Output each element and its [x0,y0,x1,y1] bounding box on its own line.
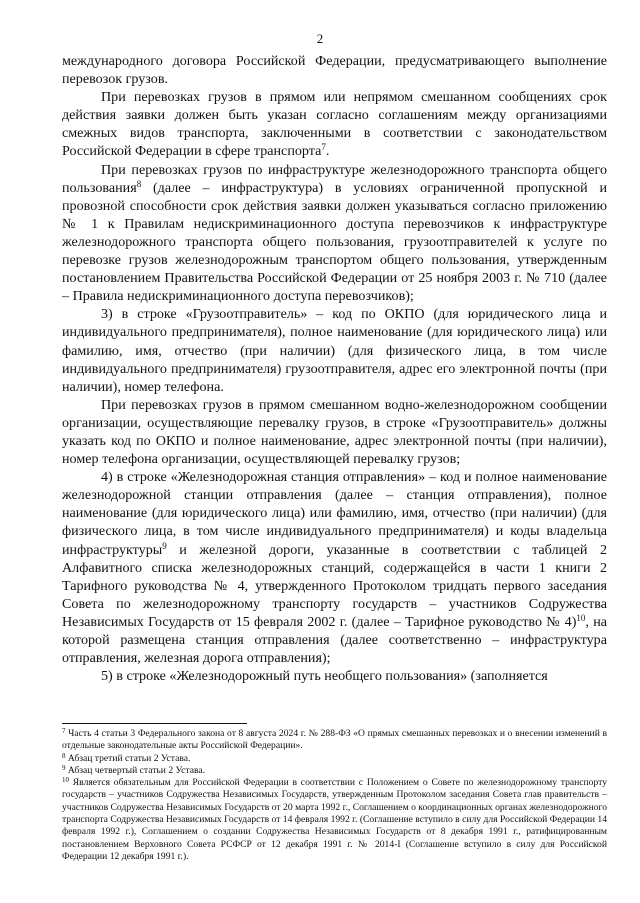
footnote-number: 8 [62,751,66,760]
footnote-7 [62,728,607,753]
paragraph-text: 5) в строке «Железнодорожный путь необщего пользования» (заполняется [101,668,548,685]
footnote-ref-10[interactable]: 10 [576,612,586,623]
footnote-ref-7[interactable]: 7 [321,142,326,153]
paragraph-text: При перевозках грузов в прямом или непрямом смешанном сообщениях срок действия заявки должен быть указан согласно соглашениям между организациями смежных видов транспорта, заключенными в соответствии с законодательством Российской Федерации в сфере транспорта [62,89,607,160]
paragraph-text-tail: (далее – инфраструктура) в условиях ограниченной пропускной и провозной способности срок действия заявки должен указываться согласно приложению № 1 к Правилам недискриминационного доступа перевозчиков к инфраструктуре железнодорожного транспорта общего пользования, грузоотправителей к услуге по перевозке грузов железнодорожным транспортом общего пользования, утвержденным постановлением Правительства Российской Федерации от 25 ноября 2003 г. № 710 (далее – Правила недискриминационного доступа перевозчиков); [62,179,607,305]
paragraph-text: При перевозках грузов в прямом смешанном водно-железнодорожном сообщении организации, осуществляющие перевалку грузов, в строке «Грузоотправитель» должны указать код по ОКПО и полное наименование, адрес электронной почты (при наличии), номер телефона организации, осуществляющей перевалку грузов; [62,396,607,468]
footnote-text: Является обязательным для Российской Федерации в соответствии с Положением о Совете по железнодорожному транспорту государств – участников Содружества Независимых Государств, утвержденным Протоколом заседания Совета глав правительств – участников Содружества Независимых Государств от 20 марта 1992 г., Соглашением о координационных органах железнодорожного транспорта Содружества Независимых Государств от 14 февраля 1992 г. (Соглашение вступило в силу для Российской Федерации 14 февраля 1992 г.), Соглашением о создании Содружества Независимых Государств от 8 декабря 1991 г., ратифицированным постановлением Верховного Совета РСФСР от 12 декабря 1991 г. № 2014-I (Соглашение вступило в силу для Российской Федерации 12 декабря 1991 г.). [62,777,607,862]
paragraph-item-3 [62,305,607,395]
footnote-separator [62,723,247,724]
footnote-ref-9[interactable]: 9 [162,540,167,551]
footnote-ref-8[interactable]: 8 [136,178,142,189]
paragraph-5 [62,396,607,468]
footnote-text: Абзац четвертый статьи 2 Устава. [67,764,206,776]
footnote-8 [62,753,607,765]
paragraph-text-tail: , на которой размещена станция отправления (далее соответственно – инфраструктура отправления, железная дорога отправления); [62,613,607,667]
page-number: 2 [316,31,324,46]
paragraph-1 [62,52,607,88]
footnote-10 [62,777,607,863]
paragraph-text-middle: и железной дороги, указанные в соответствии с таблицей 2 Алфавитного списка железнодорожных станций, содержащейся в части 1 книги 2 Тарифного руководства № 4, утвержденного Протоколом тридцать первого заседания Совета по железнодорожному транспорту государств – участников Содружества Независимых Государств от 15 февраля 2002 г. (далее – Тарифное руководство № 4) [62,541,607,630]
paragraph-item-4 [62,468,607,667]
paragraph-text-tail: . [325,143,330,160]
paragraph-2 [62,88,607,160]
footnote-9 [62,765,607,777]
paragraph-3 [62,161,607,306]
footnotes [62,728,607,863]
footnote-number: 9 [62,763,66,772]
paragraph-text: 3) в строке «Грузоотправитель» – код по ОКПО (для юридического лица и индивидуального предпринимателя), полное наименование (для юридического лица) или фамилию, имя, отчество (при наличии) (для физического лица, в том числе индивидуального предпринимателя) грузоотправителя, адрес его электронной почты (при наличии), номер телефона. [62,306,607,395]
footnote-text: Часть 4 статьи 3 Федерального закона от 8 августа 2024 г. № 288-ФЗ «О прямых смешанных перевозках и о внесении изменений в отдельные законодательные акты Российской Федерации». [62,728,607,752]
paragraph-text: При перевозках грузов по инфраструктуре железнодорожного транспорта общего пользования [62,161,607,196]
paragraph-item-5 [62,667,607,685]
main-text [62,52,607,685]
footnote-number: 7 [62,727,66,735]
paragraph-text: международного договора Российской Федерации, предусматривающего выполнение перевозок грузов. [62,53,607,88]
paragraph-text: 4) в строке «Железнодорожная станция отправления» – код и полное наименование железнодорожной станции отправления (далее – станция отправления), полное наименование (для юридического лица) или фамилию, имя, отчество (при наличии) (для физического лица, в том числе индивидуального предпринимателя) и коды владельца инфраструктуры [62,469,607,558]
footnote-number: 10 [62,776,69,785]
footnote-text: Абзац третий статьи 2 Устава. [67,752,191,764]
